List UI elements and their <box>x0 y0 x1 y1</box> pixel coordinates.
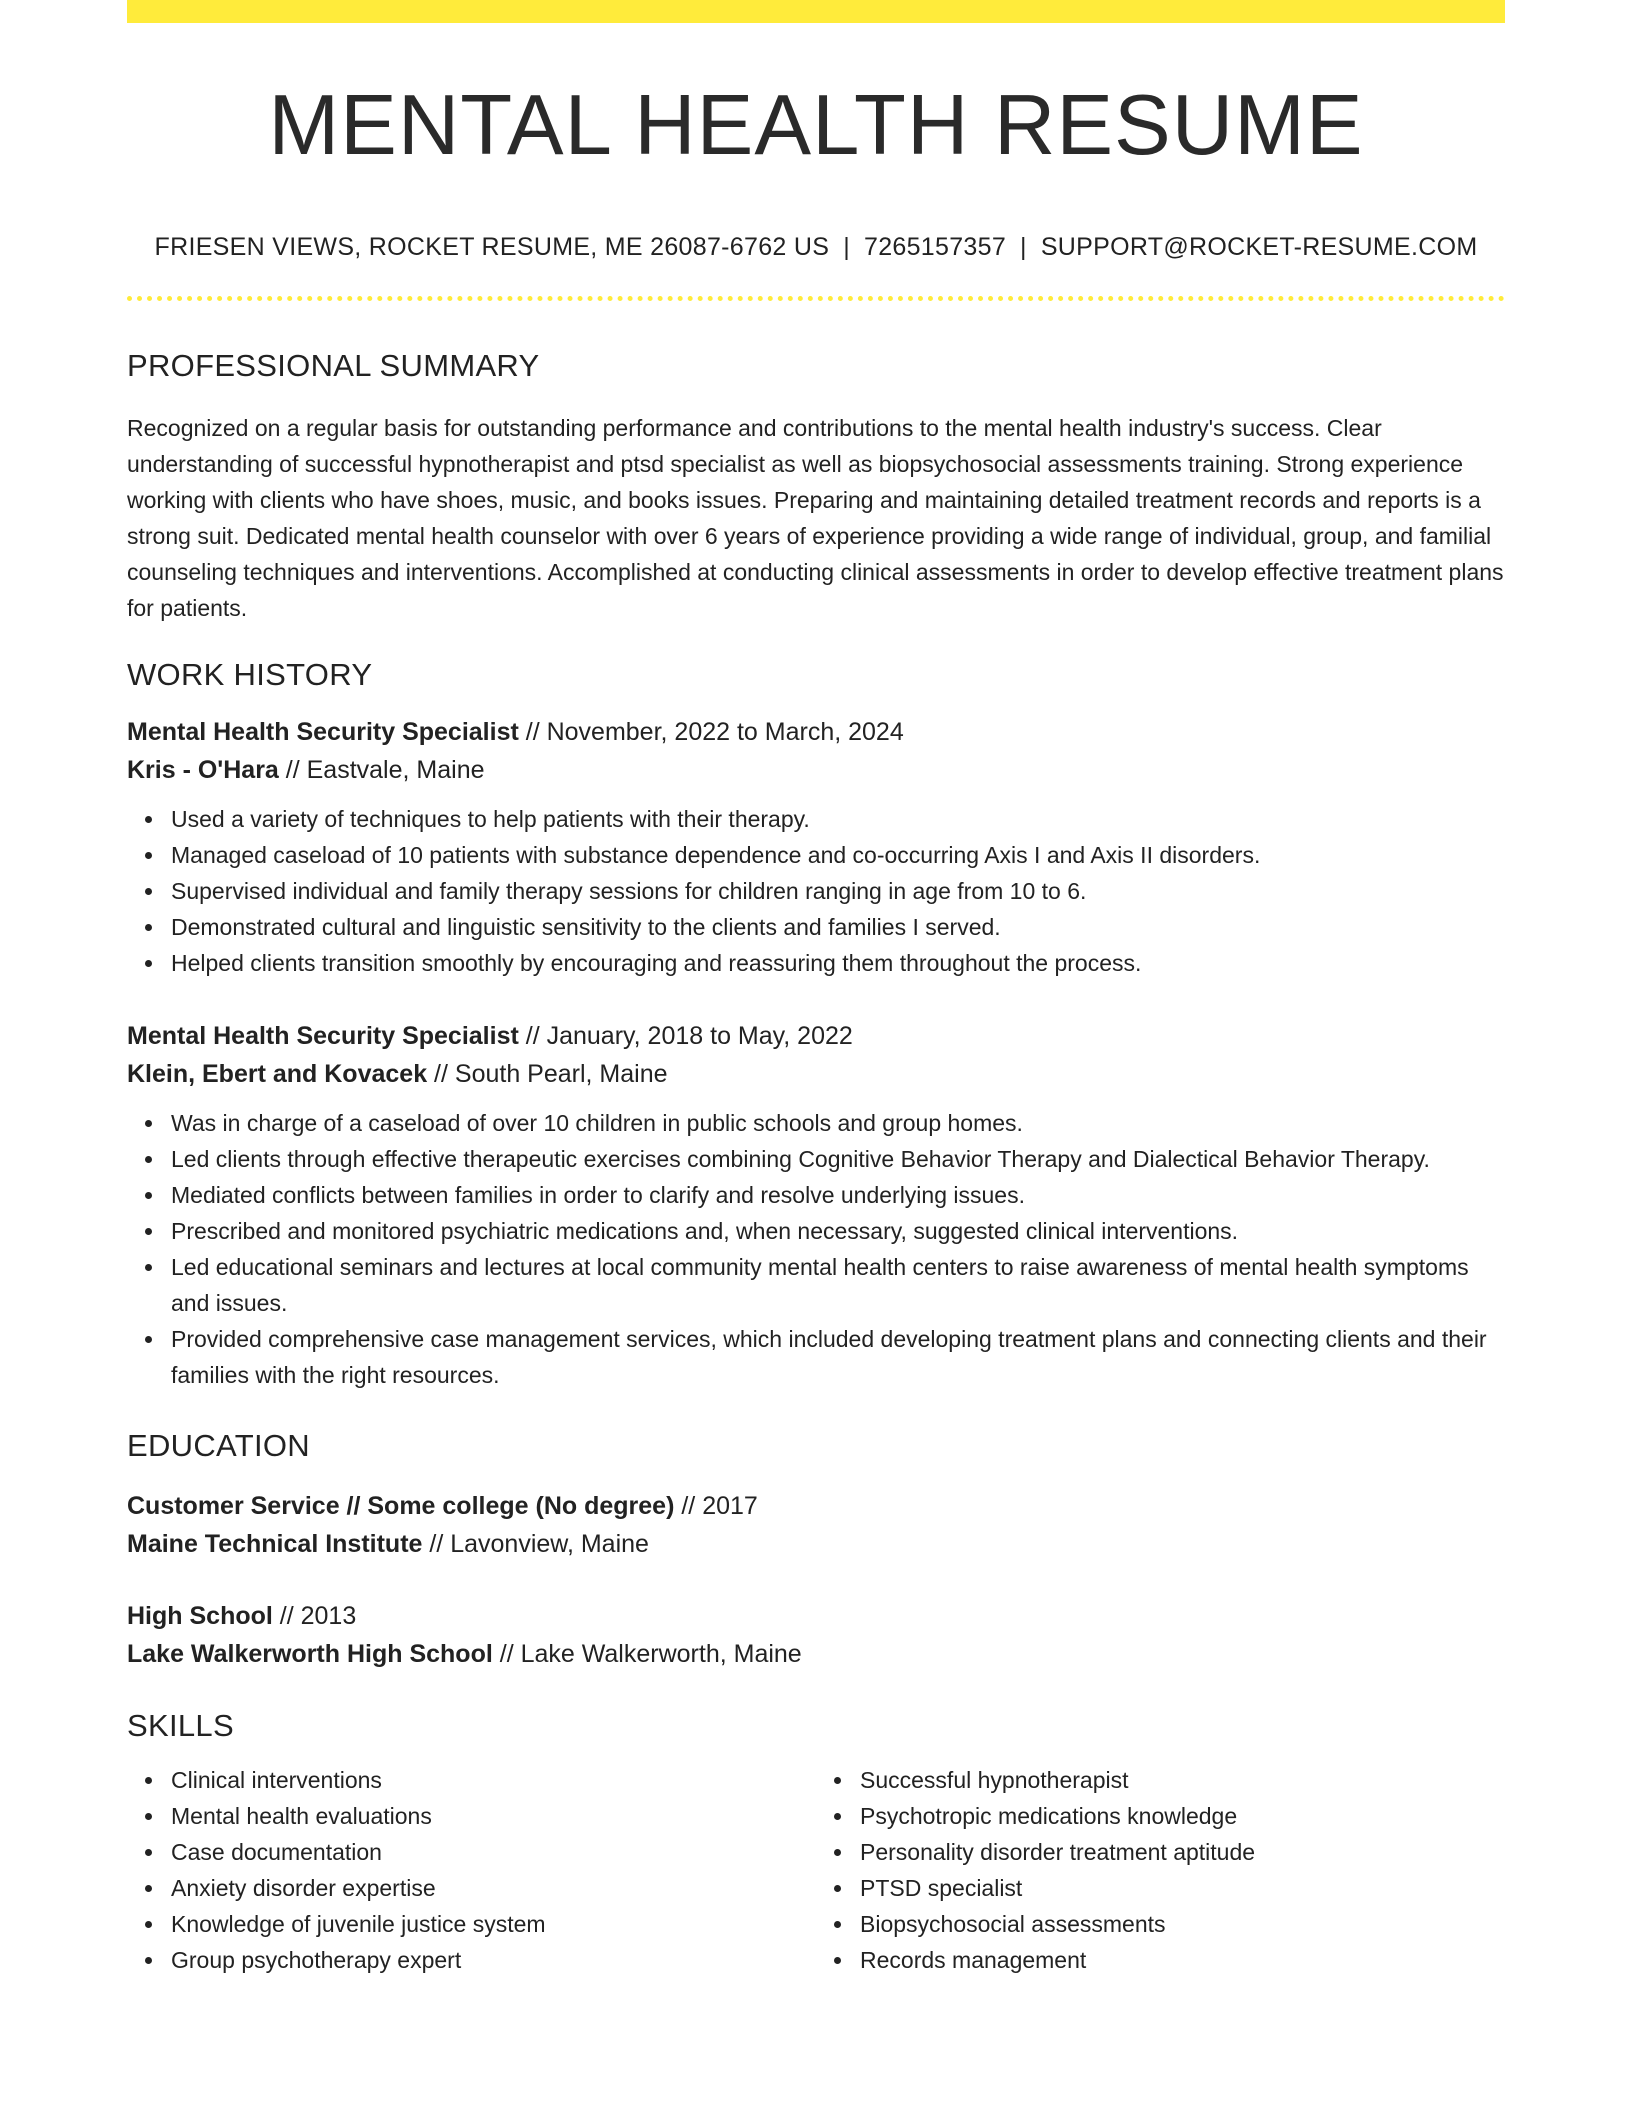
list-item: Led clients through effective therapeutic exercises combining Cognitive Behavior Therapy and Dialectical Behavior Therapy. <box>171 1141 1505 1177</box>
section-title-summary: PROFESSIONAL SUMMARY <box>127 348 540 383</box>
education-location: // Lavonview, Maine <box>422 1529 649 1558</box>
education-entry <box>127 1487 1505 1563</box>
education-year: // 2013 <box>272 1601 357 1630</box>
education-degree: High School <box>127 1601 273 1630</box>
education-school-line <box>127 1635 1505 1673</box>
list-item: Case documentation <box>171 1834 816 1870</box>
job-position: Mental Health Security Specialist <box>127 718 519 747</box>
contact-address: FRIESEN VIEWS, ROCKET RESUME, ME 26087-6762 US <box>154 233 830 261</box>
list-item: Successful hypnotherapist <box>860 1762 1505 1798</box>
education-year: // 2017 <box>674 1491 758 1520</box>
list-item: Group psychotherapy expert <box>171 1942 816 1978</box>
skills-right-list <box>816 1762 1505 1978</box>
list-item: PTSD specialist <box>860 1870 1505 1906</box>
list-item: Personality disorder treatment aptitude <box>860 1834 1505 1870</box>
education-degree-line <box>127 1597 1505 1635</box>
job-title-line <box>127 713 1505 751</box>
list-item: Clinical interventions <box>171 1762 816 1798</box>
contact-line <box>127 232 1505 262</box>
accent-top-bar <box>127 0 1505 23</box>
job-employer-line <box>127 751 1505 789</box>
skills-columns <box>127 1762 1505 1978</box>
contact-separator: | <box>1020 233 1027 261</box>
job-dates: // January, 2018 to May, 2022 <box>518 1022 853 1051</box>
job-entry <box>127 713 1505 981</box>
job-location: // Eastvale, Maine <box>278 756 485 785</box>
list-item: Biopsychosocial assessments <box>860 1906 1505 1942</box>
resume-page <box>127 0 1505 1978</box>
list-item: Supervised individual and family therapy sessions for children ranging in age from 10 to 6. <box>171 873 1505 909</box>
list-item: Anxiety disorder expertise <box>171 1870 816 1906</box>
education-degree-line <box>127 1487 1505 1525</box>
job-location: // South Pearl, Maine <box>427 1060 668 1089</box>
education-degree: Customer Service // Some college (No degree) <box>127 1491 675 1520</box>
list-item: Knowledge of juvenile justice system <box>171 1906 816 1942</box>
list-item: Led educational seminars and lectures at local community mental health centers to raise awareness of mental health symptoms and issues. <box>171 1249 1505 1321</box>
education-location: // Lake Walkerworth, Maine <box>492 1639 802 1668</box>
dotted-divider <box>127 296 1505 301</box>
resume-title: MENTAL HEALTH RESUME <box>268 78 1364 173</box>
list-item: Psychotropic medications knowledge <box>860 1798 1505 1834</box>
section-title-skills: SKILLS <box>127 1707 234 1743</box>
job-employer: Klein, Ebert and Kovacek <box>127 1060 428 1089</box>
skills-left-list <box>127 1762 816 1978</box>
job-position: Mental Health Security Specialist <box>127 1022 519 1051</box>
list-item: Prescribed and monitored psychiatric medications and, when necessary, suggested clinical interventions. <box>171 1213 1505 1249</box>
summary-text: Recognized on a regular basis for outstanding performance and contributions to the mental health industry's success. Clear understanding of successful hypnotherapist and ptsd specialist as well as biopsychosocial assessments training. Strong experience working with clients who have shoes, music, and books issues. Preparing and maintaining detailed treatment records and reports is a strong suit. Dedicated mental health counselor with over 6 years of experience providing a wide range of individual, group, and familial counseling techniques and interventions. Accomplished at conducting clinical assessments in order to develop effective treatment plans for patients. <box>127 415 1504 622</box>
job-bullets <box>127 801 1505 981</box>
education-school: Maine Technical Institute <box>127 1529 423 1558</box>
education-school-line <box>127 1525 1505 1563</box>
job-dates: // November, 2022 to March, 2024 <box>518 718 904 747</box>
job-title-line <box>127 1017 1505 1055</box>
job-employer-line <box>127 1055 1505 1093</box>
job-employer: Kris - O'Hara <box>127 756 279 785</box>
job-entry <box>127 1017 1505 1393</box>
list-item: Records management <box>860 1942 1505 1978</box>
education-entry <box>127 1597 1505 1673</box>
list-item: Used a variety of techniques to help patients with their therapy. <box>171 801 1505 837</box>
contact-email: SUPPORT@ROCKET-RESUME.COM <box>1040 233 1478 261</box>
list-item: Managed caseload of 10 patients with substance dependence and co-occurring Axis I and Axis II disorders. <box>171 837 1505 873</box>
section-title-education: EDUCATION <box>127 1428 310 1464</box>
list-item: Provided comprehensive case management services, which included developing treatment plans and connecting clients and their families with the right resources. <box>171 1321 1505 1393</box>
list-item: Was in charge of a caseload of over 10 children in public schools and group homes. <box>171 1105 1505 1141</box>
education-school: Lake Walkerworth High School <box>127 1639 493 1668</box>
contact-separator: | <box>843 233 850 261</box>
list-item: Mediated conflicts between families in order to clarify and resolve underlying issues. <box>171 1177 1505 1213</box>
list-item: Mental health evaluations <box>171 1798 816 1834</box>
contact-phone: 7265157357 <box>863 233 1007 261</box>
list-item: Demonstrated cultural and linguistic sensitivity to the clients and families I served. <box>171 909 1505 945</box>
job-bullets <box>127 1105 1505 1393</box>
section-title-work-history: WORK HISTORY <box>127 657 373 693</box>
list-item: Helped clients transition smoothly by encouraging and reassuring them throughout the process. <box>171 945 1505 981</box>
